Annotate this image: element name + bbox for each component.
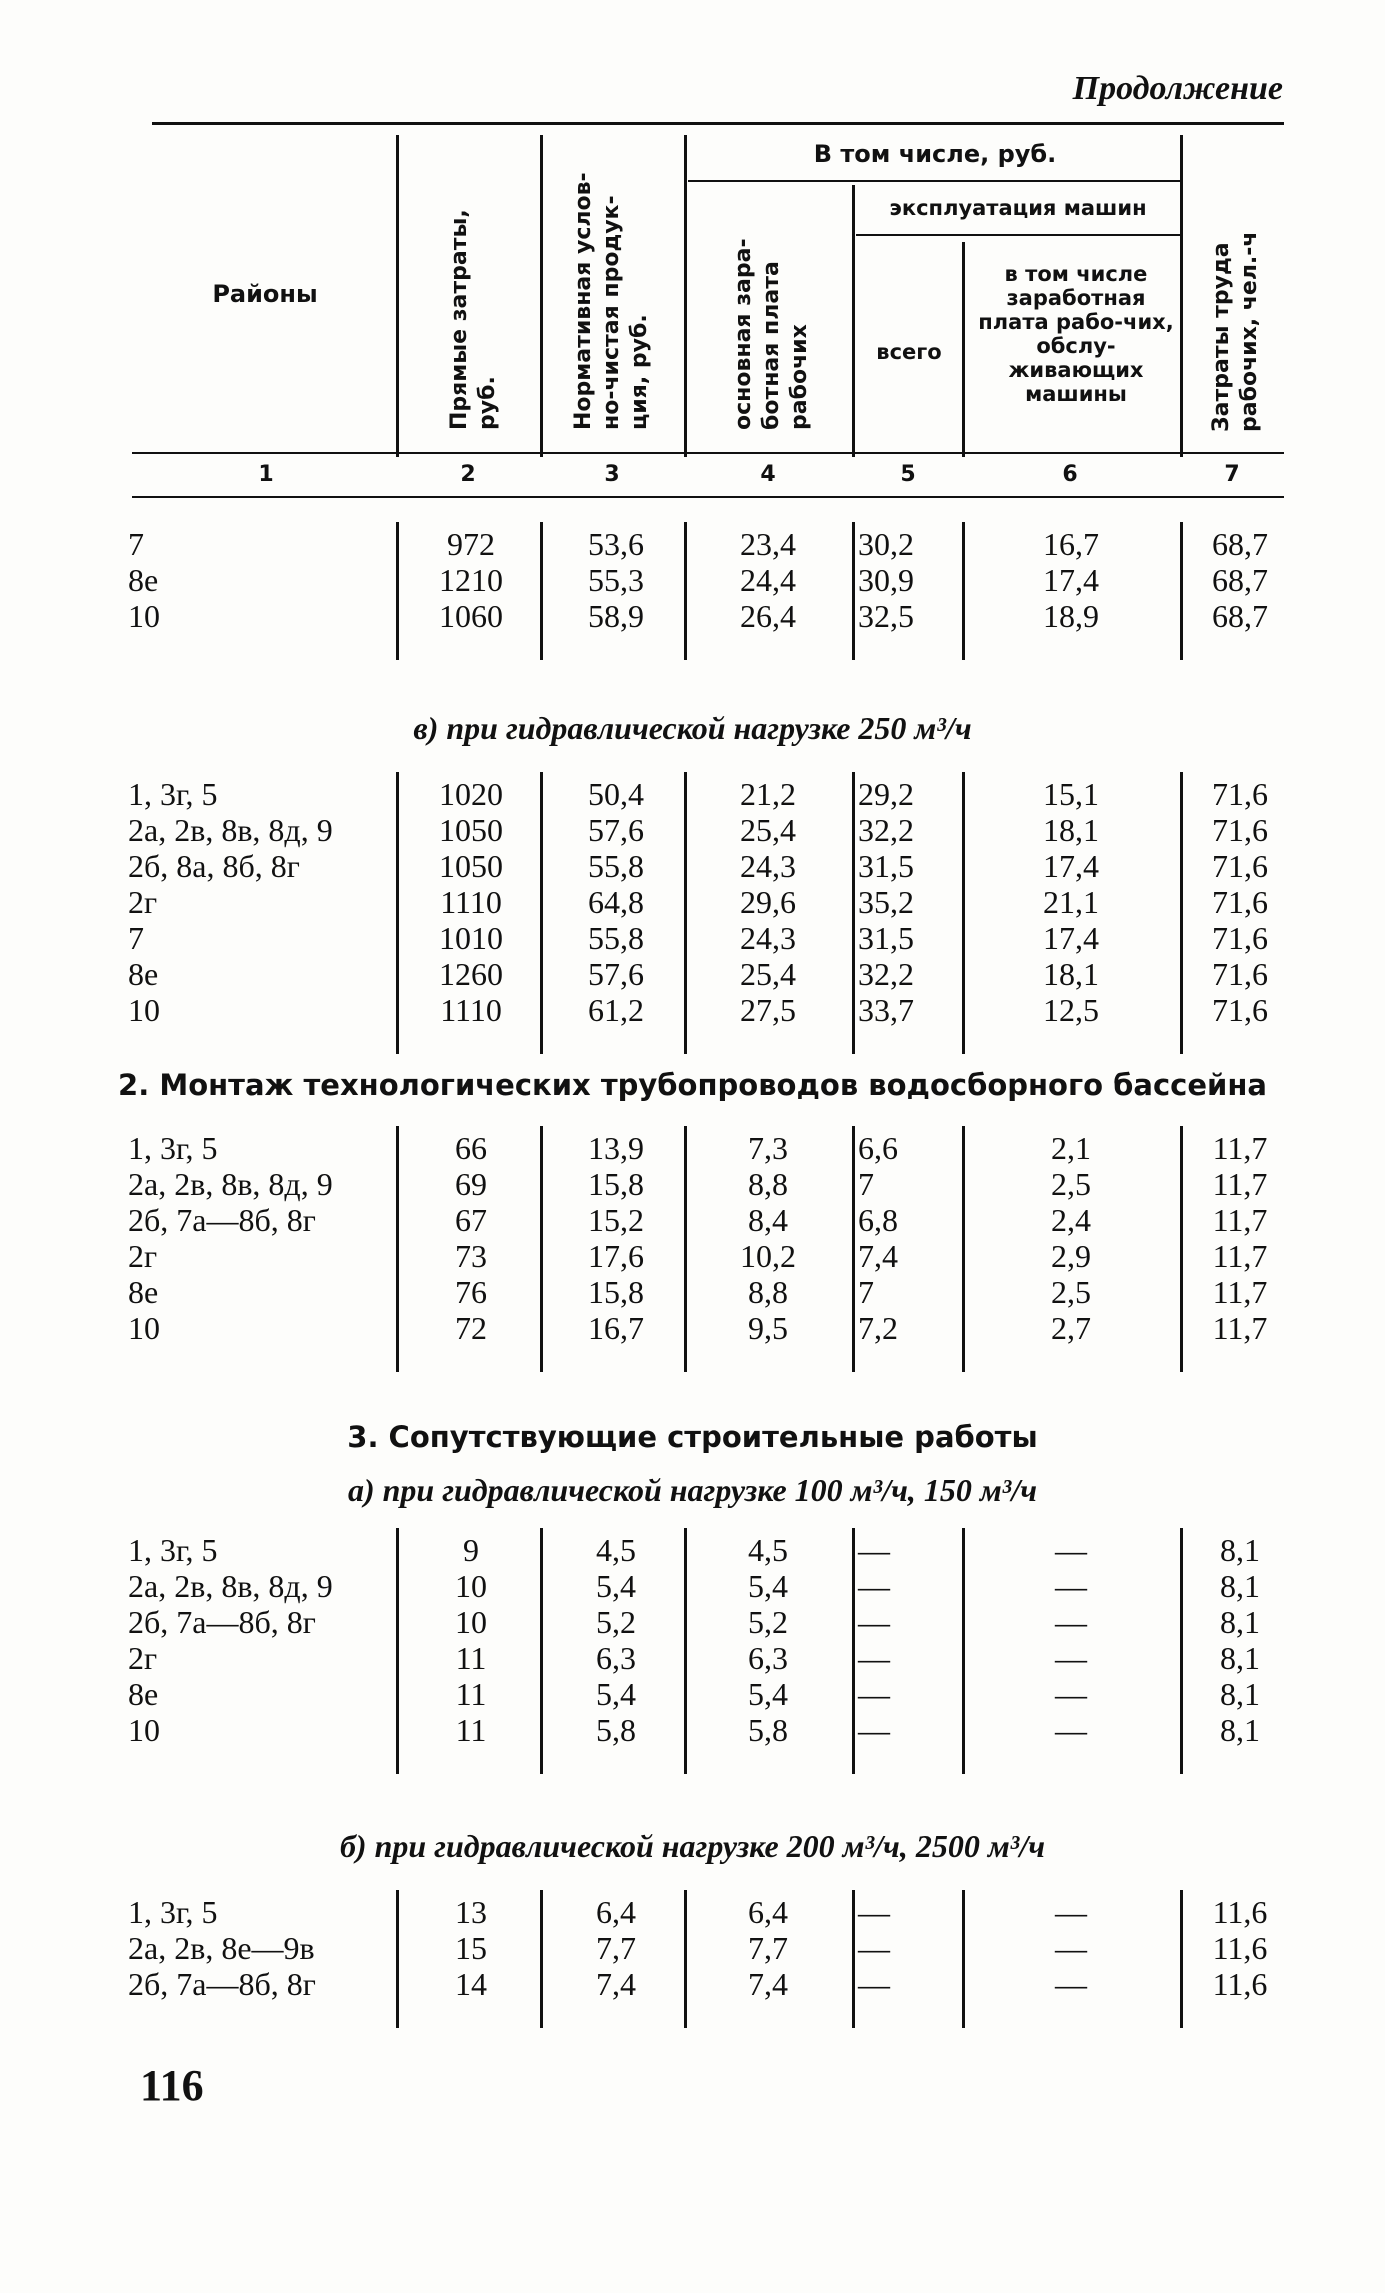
table-cell: 7 xyxy=(128,526,144,562)
table-cell: 67 xyxy=(455,1202,487,1238)
table-cell: 6,4 xyxy=(748,1894,788,1930)
page-number: 116 xyxy=(140,2061,204,2110)
table-cell: 71,6 xyxy=(1212,884,1268,920)
table-cell: 13 xyxy=(455,1894,487,1930)
table-row xyxy=(0,1930,1385,1966)
table-cell: 2г xyxy=(128,1238,158,1274)
table-cell: 5,4 xyxy=(596,1568,636,1604)
table-cell: 10 xyxy=(128,1310,160,1346)
table-cell: 24,3 xyxy=(740,848,796,884)
table-cell: 2б, 7а—8б, 8г xyxy=(128,1202,316,1238)
table-cell: 11,6 xyxy=(1212,1966,1268,2002)
table-cell: 2а, 2в, 8в, 8д, 9 xyxy=(128,812,333,848)
table-cell: 7 xyxy=(858,1274,874,1310)
table-row xyxy=(0,992,1385,1028)
header-labor: Затраты труда рабочих, чел.-ч xyxy=(1209,231,1262,432)
table-cell: 8е xyxy=(128,956,159,992)
table-cell: 55,3 xyxy=(588,562,644,598)
table-cell: 1010 xyxy=(439,920,503,956)
colnum-bottom-rule xyxy=(132,496,1284,498)
table-cell: 32,2 xyxy=(858,956,914,992)
table-cell: 2,4 xyxy=(1051,1202,1091,1238)
table-cell: 14 xyxy=(455,1966,487,2002)
table-cell: 17,4 xyxy=(1043,920,1099,956)
header-subrule-2 xyxy=(856,234,1180,236)
table-cell: 7,4 xyxy=(858,1238,898,1274)
table-cell: 71,6 xyxy=(1212,992,1268,1028)
table-cell: 5,4 xyxy=(748,1568,788,1604)
table-cell: 64,8 xyxy=(588,884,644,920)
header-including: В том числе, руб. xyxy=(813,140,1057,168)
header-machine-total: всего xyxy=(876,340,942,364)
table-cell: 32,2 xyxy=(858,812,914,848)
table-cell: 11 xyxy=(455,1712,487,1748)
header-machine-operation: эксплуатация машин xyxy=(889,196,1147,220)
table-cell: 2,5 xyxy=(1051,1274,1091,1310)
table-cell: 71,6 xyxy=(1212,848,1268,884)
table-cell: 26,4 xyxy=(740,598,796,634)
table-row xyxy=(0,848,1385,884)
table-row xyxy=(0,1310,1385,1346)
table-cell: 1020 xyxy=(439,776,503,812)
table-cell: 9 xyxy=(463,1532,479,1568)
table-cell: 32,5 xyxy=(858,598,914,634)
table-cell: 68,7 xyxy=(1212,526,1268,562)
table-cell: 7,4 xyxy=(748,1966,788,2002)
table-row xyxy=(0,1712,1385,1748)
table-cell: 8,1 xyxy=(1220,1712,1260,1748)
table-cell: 7,4 xyxy=(596,1966,636,2002)
table-cell: 8,1 xyxy=(1220,1532,1260,1568)
colnum-7: 7 xyxy=(1224,462,1240,487)
table-row xyxy=(0,776,1385,812)
table-row xyxy=(0,1676,1385,1712)
header-vline-5 xyxy=(962,242,965,457)
header-direct-costs: Прямые затраты, руб. xyxy=(447,209,500,430)
table-cell: 5,4 xyxy=(596,1676,636,1712)
colnum-2: 2 xyxy=(460,462,476,487)
table-cell: 76 xyxy=(455,1274,487,1310)
table-cell: 5,8 xyxy=(596,1712,636,1748)
table-cell: 2б, 7а—8б, 8г xyxy=(128,1966,316,2002)
table-cell: — xyxy=(858,1966,890,2002)
table-row xyxy=(0,812,1385,848)
table-row xyxy=(0,1532,1385,1568)
table-cell: 11,6 xyxy=(1212,1930,1268,1966)
table-row xyxy=(0,1604,1385,1640)
table-row xyxy=(0,526,1385,562)
table-cell: 10 xyxy=(128,1712,160,1748)
table-cell: 2,9 xyxy=(1051,1238,1091,1274)
colnum-5: 5 xyxy=(900,462,916,487)
table-cell: 6,6 xyxy=(858,1130,898,1166)
table-cell: 11,7 xyxy=(1212,1130,1268,1166)
table-cell: 8,1 xyxy=(1220,1568,1260,1604)
table-cell: 10,2 xyxy=(740,1238,796,1274)
header-vline-3 xyxy=(684,135,687,457)
table-cell: 2б, 7а—8б, 8г xyxy=(128,1604,316,1640)
table-cell: 68,7 xyxy=(1212,598,1268,634)
table-cell: 2а, 2в, 8в, 8д, 9 xyxy=(128,1166,333,1202)
table-cell: — xyxy=(858,1930,890,1966)
table-row xyxy=(0,1966,1385,2002)
table-cell: 8е xyxy=(128,1274,159,1310)
table-cell: 25,4 xyxy=(740,956,796,992)
table-row xyxy=(0,884,1385,920)
table-cell: 1, 3г, 5 xyxy=(128,776,218,812)
table-cell: 1260 xyxy=(439,956,503,992)
table-cell: 66 xyxy=(455,1130,487,1166)
table-cell: 6,3 xyxy=(596,1640,636,1676)
table-cell: — xyxy=(1055,1930,1087,1966)
table-cell: 23,4 xyxy=(740,526,796,562)
table-cell: — xyxy=(858,1894,890,1930)
header-bottom-rule xyxy=(132,452,1284,454)
table-row xyxy=(0,956,1385,992)
table-cell: 12,5 xyxy=(1043,992,1099,1028)
table-cell: 4,5 xyxy=(748,1532,788,1568)
table-cell: — xyxy=(858,1568,890,1604)
table-cell: — xyxy=(1055,1640,1087,1676)
table-cell: 8,1 xyxy=(1220,1640,1260,1676)
table-cell: — xyxy=(1055,1712,1087,1748)
table-cell: — xyxy=(858,1532,890,1568)
table-cell: 2,5 xyxy=(1051,1166,1091,1202)
table-cell: 2,7 xyxy=(1051,1310,1091,1346)
table-cell: 15,8 xyxy=(588,1274,644,1310)
table-cell: 15,2 xyxy=(588,1202,644,1238)
table-cell: 10 xyxy=(128,992,160,1028)
table-row xyxy=(0,920,1385,956)
table-cell: 6,3 xyxy=(748,1640,788,1676)
table-cell: 24,4 xyxy=(740,562,796,598)
table-cell: 69 xyxy=(455,1166,487,1202)
table-cell: 21,1 xyxy=(1043,884,1099,920)
table-cell: 10 xyxy=(128,598,160,634)
table-cell: — xyxy=(858,1712,890,1748)
header-regions: Районы xyxy=(212,280,318,308)
continuation-label: Продолжение xyxy=(1072,70,1283,107)
table-cell: 8е xyxy=(128,562,159,598)
table-cell: 1, 3г, 5 xyxy=(128,1130,218,1166)
table-cell: 18,1 xyxy=(1043,812,1099,848)
table-cell: 17,4 xyxy=(1043,562,1099,598)
colnum-3: 3 xyxy=(604,462,620,487)
table-cell: 8,8 xyxy=(748,1166,788,1202)
table-cell: 13,9 xyxy=(588,1130,644,1166)
section-title-3: 3. Сопутствующие строительные работы xyxy=(347,1420,1038,1454)
header-subrule-1 xyxy=(688,180,1180,182)
table-cell: 7 xyxy=(128,920,144,956)
table-cell: 35,2 xyxy=(858,884,914,920)
table-cell: 1210 xyxy=(439,562,503,598)
table-cell: 5,8 xyxy=(748,1712,788,1748)
table-cell: — xyxy=(858,1676,890,1712)
header-top-rule xyxy=(152,122,1284,125)
table-row xyxy=(0,1166,1385,1202)
table-cell: 72 xyxy=(455,1310,487,1346)
table-cell: 61,2 xyxy=(588,992,644,1028)
table-cell: 7,7 xyxy=(748,1930,788,1966)
table-cell: 16,7 xyxy=(1043,526,1099,562)
table-cell: 2б, 8а, 8б, 8г xyxy=(128,848,300,884)
table-cell: 17,6 xyxy=(588,1238,644,1274)
section-title-2: 2. Монтаж технологических трубопроводов водосборного бассейна xyxy=(118,1068,1267,1102)
header-vline-1 xyxy=(396,135,399,457)
table-row xyxy=(0,562,1385,598)
table-cell: 15,1 xyxy=(1043,776,1099,812)
table-cell: 29,2 xyxy=(858,776,914,812)
table-cell: 15 xyxy=(455,1930,487,1966)
table-cell: 71,6 xyxy=(1212,776,1268,812)
table-row xyxy=(0,598,1385,634)
table-cell: 57,6 xyxy=(588,812,644,848)
table-cell: 2г xyxy=(128,884,158,920)
table-cell: 8,1 xyxy=(1220,1604,1260,1640)
table-cell: 7 xyxy=(858,1166,874,1202)
table-cell: 1050 xyxy=(439,848,503,884)
table-cell: 5,2 xyxy=(748,1604,788,1640)
table-cell: 1110 xyxy=(440,884,502,920)
table-cell: 11,7 xyxy=(1212,1310,1268,1346)
table-cell: 6,4 xyxy=(596,1894,636,1930)
table-cell: 11,7 xyxy=(1212,1202,1268,1238)
table-cell: 24,3 xyxy=(740,920,796,956)
table-cell: — xyxy=(1055,1676,1087,1712)
table-cell: 5,2 xyxy=(596,1604,636,1640)
table-cell: 17,4 xyxy=(1043,848,1099,884)
colnum-4: 4 xyxy=(760,462,776,487)
table-cell: 2а, 2в, 8е—9в xyxy=(128,1930,315,1966)
table-cell: 8,8 xyxy=(748,1274,788,1310)
table-cell: 4,5 xyxy=(596,1532,636,1568)
table-cell: 31,5 xyxy=(858,848,914,884)
table-cell: — xyxy=(1055,1604,1087,1640)
table-cell: 71,6 xyxy=(1212,956,1268,992)
header-machine-wage: в том числе заработная плата рабо-чих, обслу-живающих машины xyxy=(978,262,1174,406)
table-cell: 2г xyxy=(128,1640,158,1676)
table-cell: 7,2 xyxy=(858,1310,898,1346)
table-cell: 11 xyxy=(455,1640,487,1676)
table-row xyxy=(0,1274,1385,1310)
header-vline-2 xyxy=(540,135,543,457)
table-cell: 1, 3г, 5 xyxy=(128,1532,218,1568)
table-cell: 71,6 xyxy=(1212,812,1268,848)
table-cell: 8,4 xyxy=(748,1202,788,1238)
table-cell: 16,7 xyxy=(588,1310,644,1346)
table-cell: 5,4 xyxy=(748,1676,788,1712)
table-cell: 11,7 xyxy=(1212,1166,1268,1202)
table-row xyxy=(0,1202,1385,1238)
table-cell: 71,6 xyxy=(1212,920,1268,956)
colnum-1: 1 xyxy=(258,462,274,487)
table-cell: — xyxy=(1055,1894,1087,1930)
table-cell: 21,2 xyxy=(740,776,796,812)
section-subtitle-3a: а) при гидравлической нагрузке 100 м³/ч, 150 м³/ч xyxy=(347,1472,1038,1508)
table-row xyxy=(0,1568,1385,1604)
table-cell: — xyxy=(1055,1568,1087,1604)
table-cell: 11,6 xyxy=(1212,1894,1268,1930)
table-cell: — xyxy=(858,1640,890,1676)
header-vline-6 xyxy=(1180,135,1183,457)
table-cell: 11 xyxy=(455,1676,487,1712)
table-cell: 8,1 xyxy=(1220,1676,1260,1712)
table-cell: 15,8 xyxy=(588,1166,644,1202)
table-cell: 18,1 xyxy=(1043,956,1099,992)
table-cell: 7,7 xyxy=(596,1930,636,1966)
header-base-wage: основная зара- ботная плата рабочих xyxy=(731,238,812,430)
table-cell: 31,5 xyxy=(858,920,914,956)
table-cell: 55,8 xyxy=(588,848,644,884)
table-cell: 2,1 xyxy=(1051,1130,1091,1166)
table-cell: 73 xyxy=(455,1238,487,1274)
section-title-v: в) при гидравлической нагрузке 250 м³/ч xyxy=(413,710,972,746)
table-cell: 7,3 xyxy=(748,1130,788,1166)
table-cell: — xyxy=(858,1604,890,1640)
table-cell: 50,4 xyxy=(588,776,644,812)
table-row xyxy=(0,1238,1385,1274)
table-cell: 972 xyxy=(447,526,495,562)
table-cell: 53,6 xyxy=(588,526,644,562)
table-cell: 33,7 xyxy=(858,992,914,1028)
table-cell: 10 xyxy=(455,1568,487,1604)
table-cell: 27,5 xyxy=(740,992,796,1028)
table-cell: 1110 xyxy=(440,992,502,1028)
table-cell: 8е xyxy=(128,1676,159,1712)
table-cell: 6,8 xyxy=(858,1202,898,1238)
table-cell: 25,4 xyxy=(740,812,796,848)
table-cell: 1050 xyxy=(439,812,503,848)
table-cell: 1, 3г, 5 xyxy=(128,1894,218,1930)
table-cell: — xyxy=(1055,1966,1087,2002)
table-cell: 18,9 xyxy=(1043,598,1099,634)
colnum-6: 6 xyxy=(1062,462,1078,487)
header-normative-output: Нормативная услов- но-чистая продук- ция, руб. xyxy=(571,172,652,430)
table-cell: 55,8 xyxy=(588,920,644,956)
table-cell: 29,6 xyxy=(740,884,796,920)
table-cell: 57,6 xyxy=(588,956,644,992)
table-cell: 11,7 xyxy=(1212,1238,1268,1274)
table-cell: 9,5 xyxy=(748,1310,788,1346)
table-cell: 11,7 xyxy=(1212,1274,1268,1310)
table-cell: 1060 xyxy=(439,598,503,634)
table-cell: 2а, 2в, 8в, 8д, 9 xyxy=(128,1568,333,1604)
header-vline-4 xyxy=(852,185,855,457)
table-row xyxy=(0,1130,1385,1166)
table-cell: 10 xyxy=(455,1604,487,1640)
table-cell: — xyxy=(1055,1532,1087,1568)
table-cell: 30,2 xyxy=(858,526,914,562)
table-row xyxy=(0,1894,1385,1930)
table-row xyxy=(0,1640,1385,1676)
table-cell: 58,9 xyxy=(588,598,644,634)
section-title-3b: б) при гидравлической нагрузке 200 м³/ч, 2500 м³/ч xyxy=(339,1828,1046,1864)
table-cell: 68,7 xyxy=(1212,562,1268,598)
table-cell: 30,9 xyxy=(858,562,914,598)
